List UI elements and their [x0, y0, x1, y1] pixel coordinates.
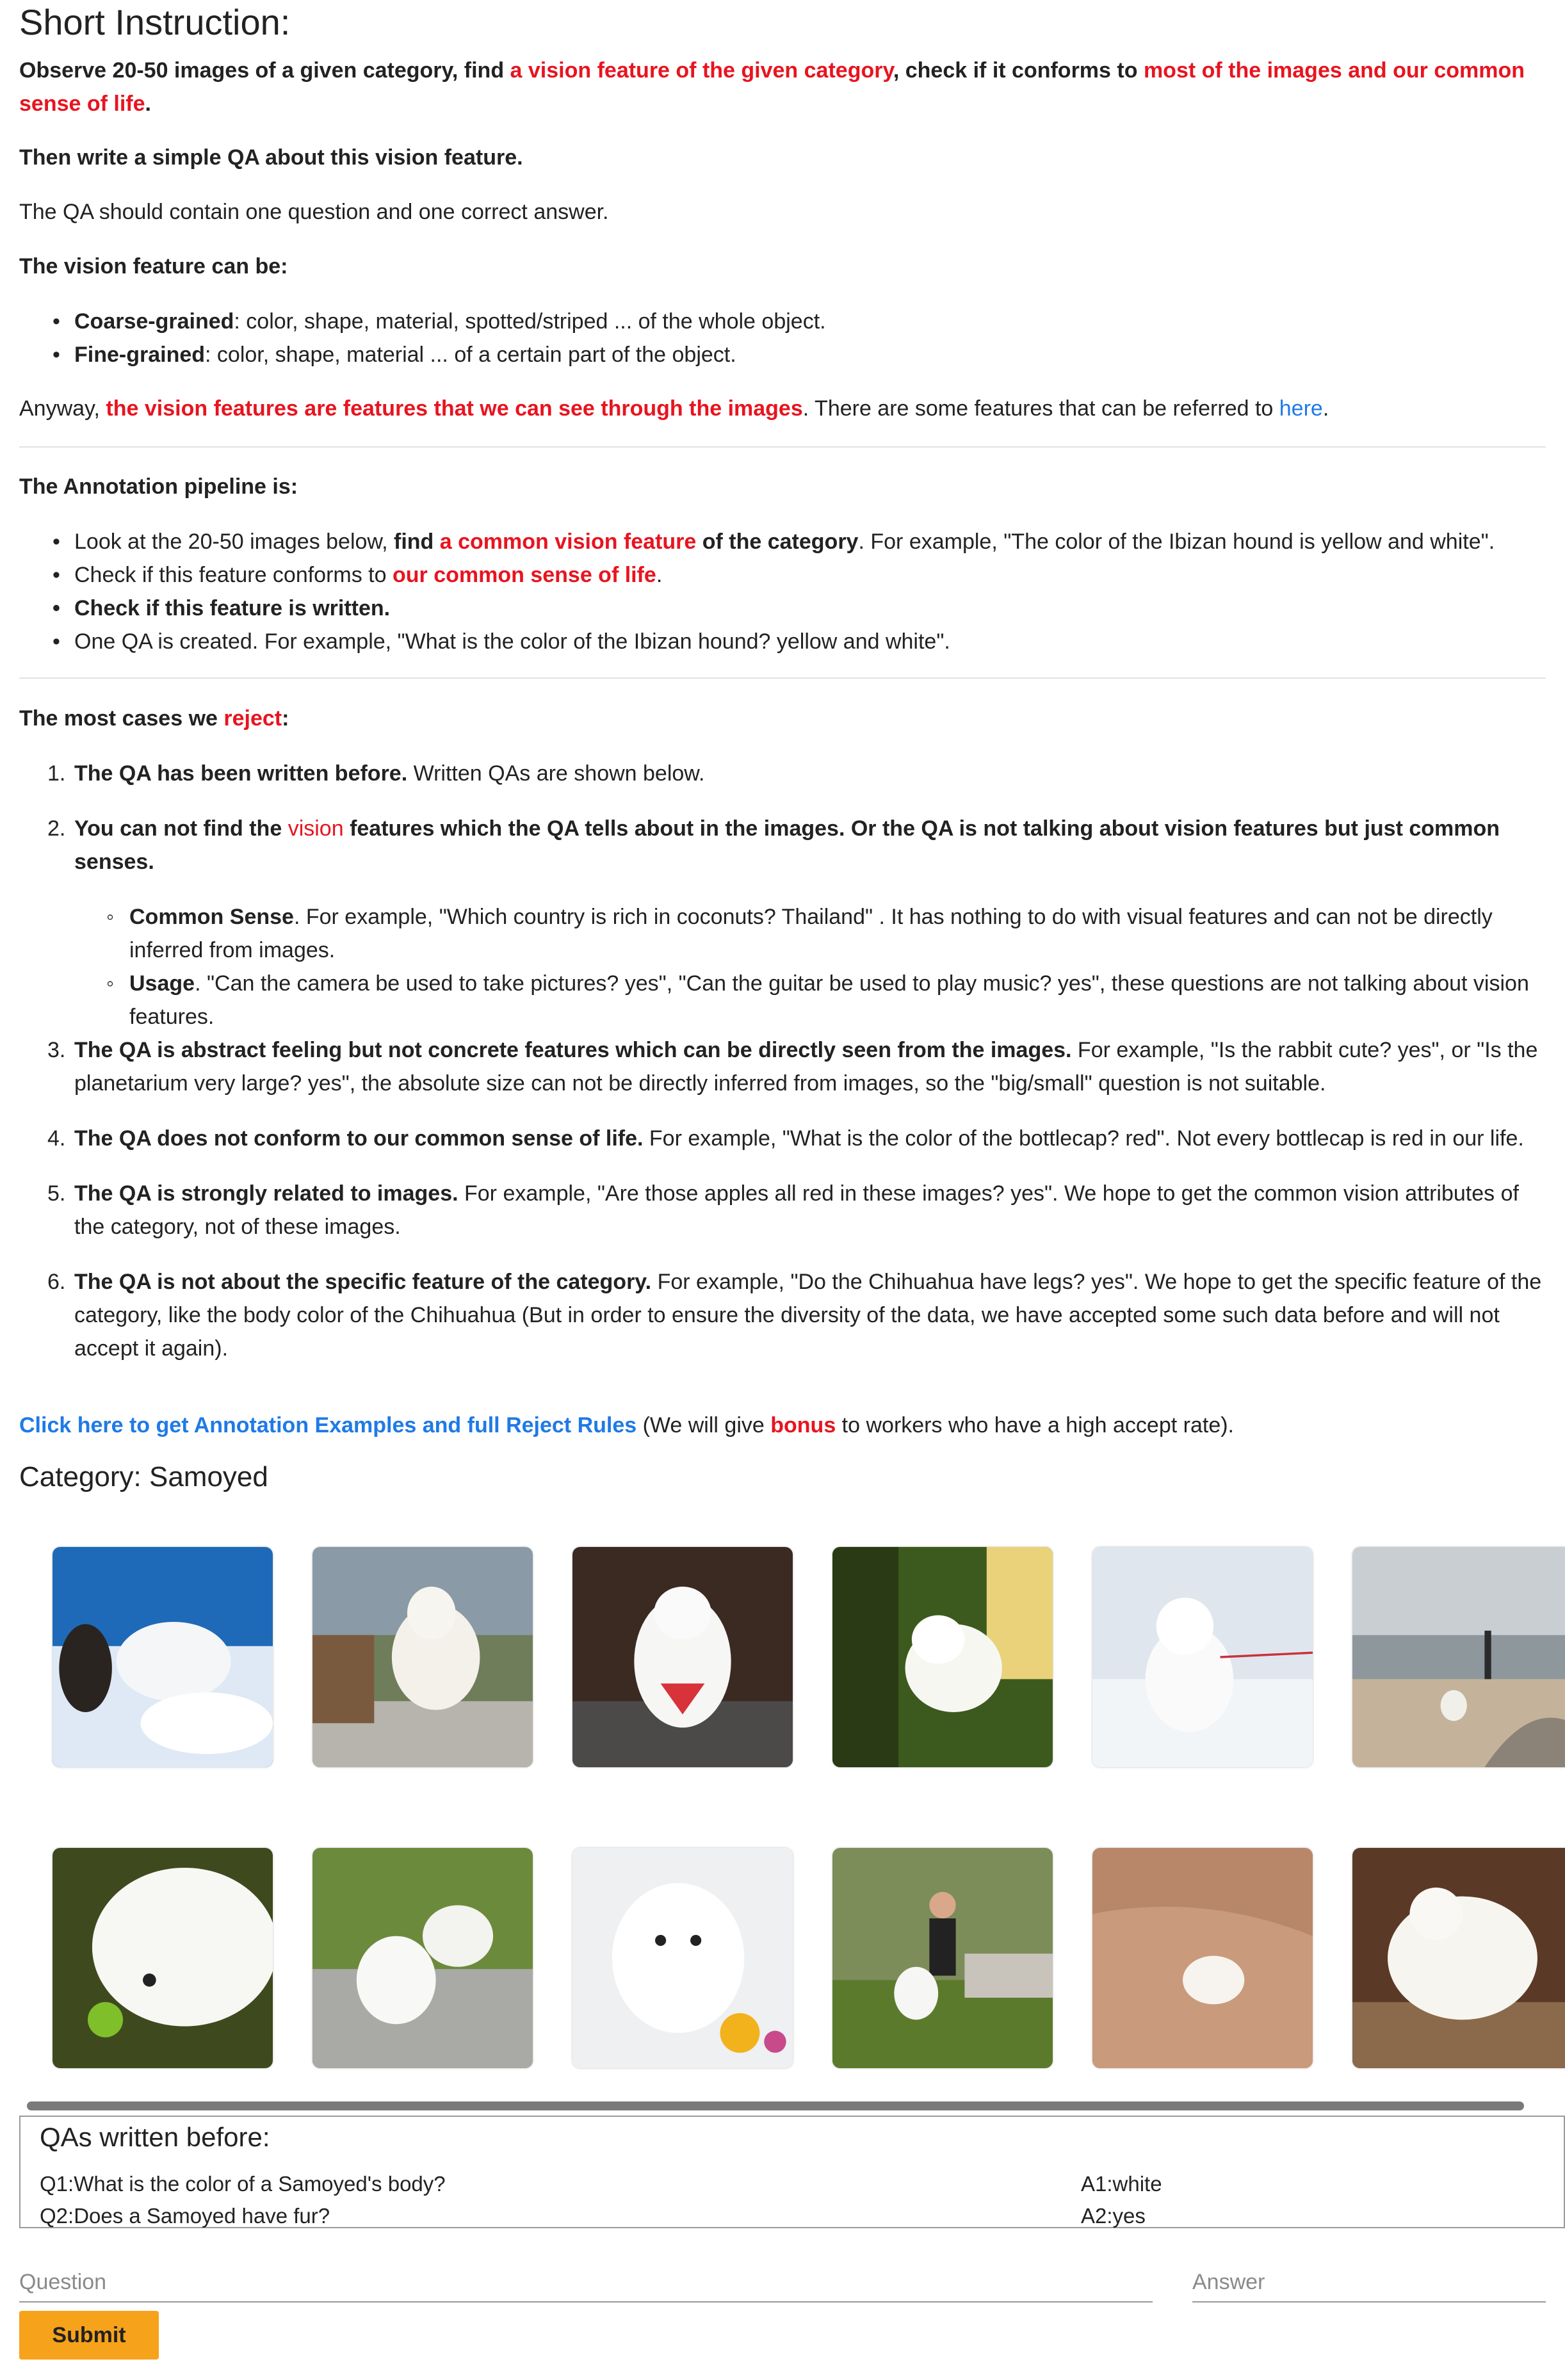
- dog-image-thumbnail[interactable]: [312, 1547, 533, 1767]
- page-title: Short Instruction:: [19, 2, 291, 42]
- instruction-paragraph-2: Then write a simple QA about this vision feature.: [19, 145, 523, 170]
- qa-question: Q2:Does a Samoyed have fur?: [40, 2204, 330, 2228]
- reject-rule-5: 5. The QA is strongly related to images. For example, "Are those apples all red in these images? yes". We hope to get the common vision attributes of the category, not of these images.: [47, 1181, 1519, 1239]
- reject-rule-4: 4. The QA does not conform to our common sense of life. For example, "What is the color of the bottlecap? red". Not every bottlecap is red in our life.: [47, 1126, 1524, 1151]
- dog-image-thumbnail[interactable]: [1352, 1848, 1565, 2068]
- reject-rule-3: 3. The QA is abstract feeling but not concrete features which can be directly seen from the images. For example, "Is the rabbit cute? yes", or "Is the planetarium very large? yes", the absolute size can not be directly inferred from images, so the "big/small" question is not suitable.: [47, 1038, 1538, 1096]
- reject-list: [19, 757, 1546, 1365]
- pipeline-item-2: • Check if this feature conforms to our common sense of life.: [19, 558, 1546, 592]
- qa-answer: A2:yes: [1081, 2204, 1146, 2228]
- instruction-paragraph-1: Observe 20-50 images of a given category, find a vision feature of the given category, check if it conforms to most of the images and our common sense of life.: [19, 58, 1525, 116]
- answer-input[interactable]: [1192, 2267, 1546, 2303]
- instruction-paragraph-4: The vision feature can be:: [19, 254, 288, 279]
- dog-image-thumbnail[interactable]: [1352, 1547, 1565, 1767]
- dog-image-thumbnail[interactable]: [1092, 1547, 1313, 1767]
- dog-image-thumbnail[interactable]: [572, 1848, 793, 2068]
- image-gallery[interactable]: [19, 1524, 1565, 2075]
- qa-question: Q1:What is the color of a Samoyed's body?: [40, 2172, 446, 2196]
- divider: [19, 446, 1546, 448]
- dog-image-thumbnail[interactable]: [1092, 1848, 1313, 2068]
- question-input[interactable]: [19, 2267, 1153, 2303]
- pipeline-item-4: • One QA is created. For example, "What is the color of the Ibizan hound? yellow and white".: [19, 625, 1546, 658]
- reject-rule-2: 2. You can not find the vision features which the QA tells about in the images. Or the QA is not talking about vision features but just common senses.: [47, 816, 1500, 874]
- examples-paragraph: Click here to get Annotation Examples and full Reject Rules (We will give bonus to workers who have a high accept rate).: [19, 1413, 1234, 1437]
- reject-heading: The most cases we reject:: [19, 706, 289, 731]
- reject-subrule-usage: ◦ Usage. "Can the camera be used to take pictures? yes", "Can the guitar be used to play music? yes", these questions are not talking about vision features.: [19, 967, 1546, 1033]
- pipeline-list: [19, 525, 1546, 658]
- feature-item-coarse: • Coarse-grained: color, shape, material, spotted/striped ... of the whole object.: [19, 305, 1546, 338]
- here-link[interactable]: here: [1279, 396, 1323, 421]
- divider: [19, 677, 1546, 679]
- qas-written-panel: [19, 2116, 1565, 2228]
- reject-rule-6: 6. The QA is not about the specific feature of the category. For example, "Do the Chihuahua have legs? yes". We hope to get the specific feature of the category, like the body color of the Chihuahua (But in order to ensure the diversity of the data, we have accepted some such data before and will not accept it again).: [47, 1270, 1542, 1361]
- dog-image-thumbnail[interactable]: [832, 1848, 1053, 2068]
- instruction-paragraph-3: The QA should contain one question and one correct answer.: [19, 200, 609, 224]
- examples-link[interactable]: Click here to get Annotation Examples and full Reject Rules: [19, 1413, 637, 1437]
- qas-written-title: QAs written before:: [40, 2122, 270, 2152]
- pipeline-item-3: • Check if this feature is written.: [19, 592, 1546, 625]
- dog-image-thumbnail[interactable]: [312, 1848, 533, 2068]
- dog-image-thumbnail[interactable]: [53, 1848, 273, 2068]
- feature-item-fine: • Fine-grained: color, shape, material ... of a certain part of the object.: [19, 338, 1546, 371]
- submit-button[interactable]: Submit: [19, 2311, 159, 2360]
- feature-list: [19, 305, 1546, 371]
- category-title: Category: Samoyed: [19, 1461, 268, 1493]
- dog-image-thumbnail[interactable]: [832, 1547, 1053, 1767]
- pipeline-item-1: • Look at the 20-50 images below, find a common vision feature of the category. For example, "The color of the Ibizan hound is yellow and white".: [19, 525, 1546, 558]
- reject-rule-1: 1. The QA has been written before. Written QAs are shown below.: [47, 761, 705, 786]
- gallery-scrollbar[interactable]: [27, 2101, 1524, 2110]
- pipeline-heading: The Annotation pipeline is:: [19, 474, 298, 499]
- dog-image-thumbnail[interactable]: [53, 1547, 273, 1767]
- qa-answer: A1:white: [1081, 2172, 1162, 2196]
- dog-image-thumbnail[interactable]: [572, 1547, 793, 1767]
- reject-subrule-common-sense: ◦ Common Sense. For example, "Which country is rich in coconuts? Thailand" . It has nothing to do with visual features and can not be directly inferred from images.: [19, 900, 1546, 967]
- instruction-paragraph-5: Anyway, the vision features are features that we can see through the images. There are some features that can be referred to here.: [19, 396, 1329, 421]
